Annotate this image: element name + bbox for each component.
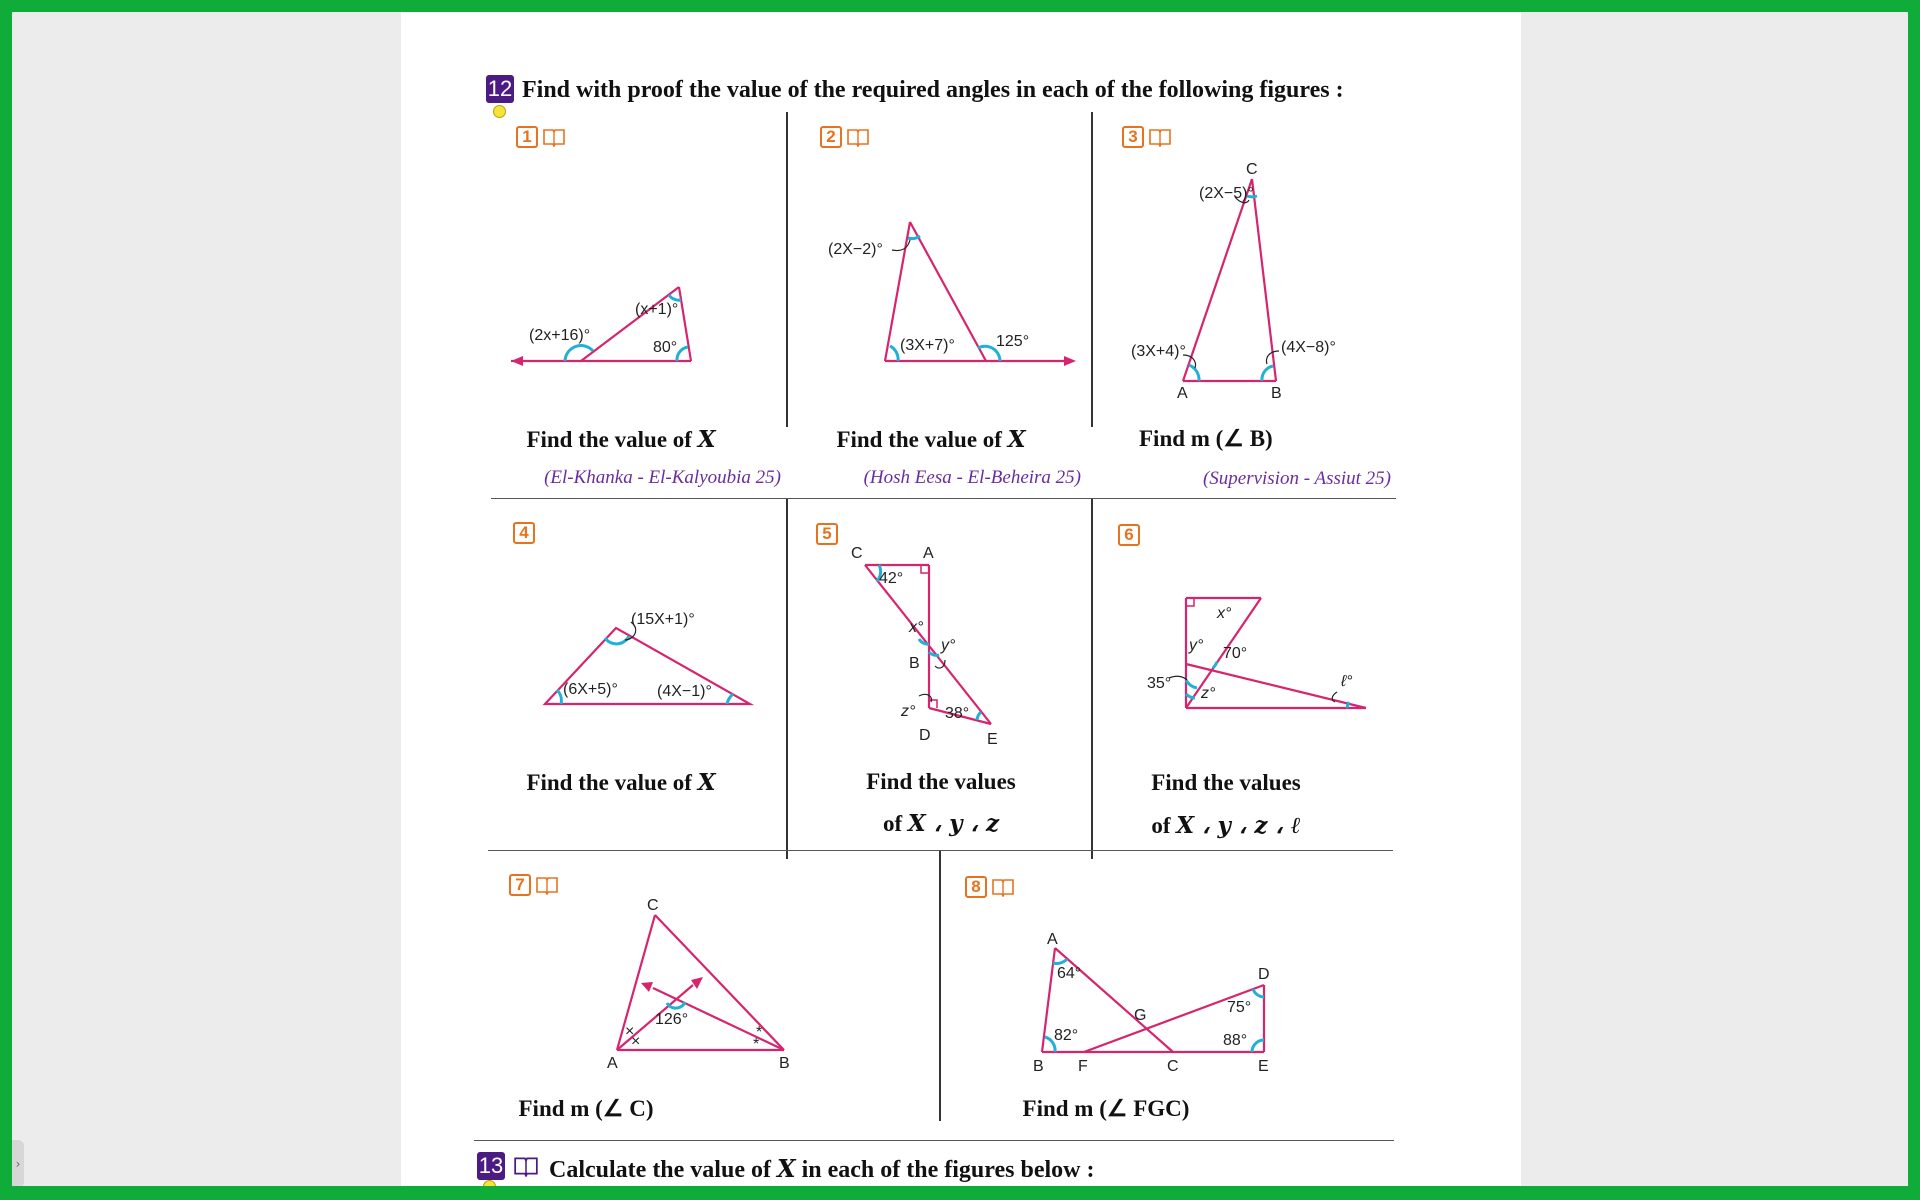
- problem-6-angle-l: ℓ°: [1341, 673, 1353, 690]
- problem-6-angle-y: y°: [1189, 637, 1204, 654]
- problem-6-angle-70: 70°: [1223, 645, 1248, 662]
- problem-8-vertex-b: B: [1033, 1058, 1044, 1075]
- problem-5-vertex-b: B: [909, 655, 920, 672]
- problem-7-vertex-c: C: [647, 897, 659, 914]
- problem-3-number: 3: [1122, 126, 1144, 148]
- problem-8-vertex-a: A: [1047, 931, 1058, 948]
- book-icon[interactable]: [535, 875, 559, 895]
- problem-1-figure: [441, 252, 761, 382]
- problem-5-angle-42: 42°: [879, 570, 904, 587]
- problem-1-source: (El-Khanka - El-Kalyoubia 25): [544, 467, 781, 488]
- problem-1-prompt: Find the value of X: [526, 426, 716, 453]
- problem-7-vertex-b: B: [779, 1055, 790, 1072]
- problem-5-angle-z: z°: [901, 703, 916, 720]
- problem-5-number: 5: [816, 523, 838, 545]
- book-icon[interactable]: [542, 127, 566, 147]
- problem-3-angle-1: (2X−5)°: [1199, 185, 1254, 202]
- grid-divider: [786, 499, 788, 859]
- problem-3-source: (Supervision - Assiut 25): [1202, 468, 1391, 489]
- problem-3-vertex-a: A: [1177, 385, 1188, 402]
- grid-divider: [1091, 499, 1093, 859]
- problem-7-bisector-mark: ×: [625, 1023, 635, 1040]
- book-icon[interactable]: [513, 1155, 539, 1177]
- problem-7-number: 7: [509, 874, 531, 896]
- problem-5-angle-38: 38°: [945, 705, 970, 722]
- problem-3-angle-3: (4X−8)°: [1281, 339, 1336, 356]
- problem-5-angle-y: y°: [941, 637, 956, 654]
- question-13-title: Calculate the value of X in each of the figures below :: [549, 1154, 1095, 1183]
- problem-2-figure: [826, 212, 1086, 372]
- problem-1-number: 1: [516, 126, 538, 148]
- problem-1-angle-1: (2x+16)°: [529, 327, 591, 344]
- problem-2-angle-3: 125°: [996, 333, 1030, 350]
- problem-6-figure: [1141, 582, 1391, 722]
- problem-5-prompt: Find the values: [866, 769, 1016, 794]
- problem-5-vertex-a: A: [923, 545, 934, 562]
- sidebar-toggle[interactable]: [12, 1140, 24, 1186]
- problem-8-angle-75: 75°: [1227, 999, 1252, 1016]
- problem-8-vertex-c: C: [1167, 1058, 1179, 1075]
- problem-6-angle-z: z°: [1201, 685, 1216, 702]
- problem-1-angle-2: (x+1)°: [635, 301, 679, 318]
- book-icon[interactable]: [1148, 127, 1172, 147]
- problem-3-prompt: Find m (∠ B): [1139, 426, 1273, 451]
- problem-2-prompt: Find the value of X: [836, 426, 1026, 453]
- problem-8-figure: [1011, 917, 1311, 1077]
- problem-8-angle-82: 82°: [1054, 1027, 1079, 1044]
- grid-divider: [786, 112, 788, 427]
- problem-7-bisector-mark: ×: [631, 1033, 641, 1050]
- problem-3-angle-2: (3X+4)°: [1131, 343, 1186, 360]
- problem-8-number: 8: [965, 876, 987, 898]
- question-12-badge: 12: [487, 76, 513, 101]
- chevron-right-icon: ›: [15, 1157, 21, 1171]
- problem-3-figure: [1131, 152, 1391, 402]
- problem-5-figure: [841, 532, 1061, 752]
- problem-8-prompt: Find m (∠ FGC): [1022, 1096, 1190, 1121]
- problem-7-figure: [601, 892, 861, 1072]
- problem-2-angle-2: (3X+7)°: [900, 337, 955, 354]
- problem-6-angle-x: x°: [1217, 605, 1232, 622]
- question-12-title: Find with proof the value of the required angles in each of the following figures :: [522, 77, 1344, 103]
- document-page: [401, 12, 1521, 1186]
- problem-6-number: 6: [1118, 524, 1140, 546]
- book-icon[interactable]: [846, 127, 870, 147]
- problem-4-number: 4: [513, 522, 535, 544]
- problem-4-angle-1: (15X+1)°: [631, 611, 695, 628]
- problem-6-angle-35: 35°: [1147, 675, 1172, 692]
- question-13-badge: 13: [478, 1153, 504, 1178]
- problem-6-prompt: Find the values: [1151, 770, 1301, 795]
- grid-divider: [491, 498, 1396, 499]
- problem-3-vertex-c: C: [1246, 161, 1258, 178]
- problem-8-angle-88: 88°: [1223, 1032, 1248, 1049]
- problem-7-bisector-mark: *: [756, 1024, 763, 1041]
- book-icon[interactable]: [991, 877, 1015, 897]
- problem-8-vertex-e: E: [1258, 1058, 1269, 1075]
- annotation-marker[interactable]: [493, 105, 506, 118]
- grid-divider: [474, 1140, 1394, 1141]
- grid-divider: [1091, 112, 1093, 427]
- problem-2-number: 2: [820, 126, 842, 148]
- problem-5-angle-x: x°: [909, 619, 924, 636]
- problem-5-vertex-d: D: [919, 727, 931, 744]
- problem-8-vertex-g: G: [1134, 1007, 1147, 1024]
- problem-4-angle-2: (6X+5)°: [563, 681, 618, 698]
- problem-3-vertex-b: B: [1271, 385, 1282, 402]
- problem-4-prompt: Find the value of X: [526, 769, 716, 796]
- problem-4-angle-3: (4X−1)°: [657, 683, 712, 700]
- problem-7-bisector-mark: *: [753, 1036, 760, 1053]
- problem-1-angle-3: 80°: [653, 339, 678, 356]
- problem-2-angle-1: (2X−2)°: [828, 241, 883, 258]
- problem-5-vertex-c: C: [851, 545, 863, 562]
- problem-6-prompt-2: of X ، y ، z ، ℓ: [1151, 812, 1301, 839]
- annotation-marker[interactable]: [483, 1180, 496, 1186]
- problem-7-angle-126: 126°: [655, 1011, 689, 1028]
- problem-4-figure: [541, 602, 781, 712]
- problem-5-prompt-2: of X ، y ، z: [882, 810, 1000, 837]
- problem-5-vertex-e: E: [987, 731, 998, 748]
- viewer-background: [12, 12, 1908, 1186]
- problem-2-source: (Hosh Eesa - El-Beheira 25): [863, 467, 1081, 488]
- problem-8-angle-64: 64°: [1057, 965, 1082, 982]
- problem-7-prompt: Find m (∠ C): [518, 1096, 654, 1121]
- problem-7-vertex-a: A: [607, 1055, 618, 1072]
- problem-8-vertex-f: F: [1078, 1058, 1088, 1075]
- problem-8-vertex-d: D: [1258, 966, 1270, 983]
- grid-divider: [939, 851, 941, 1121]
